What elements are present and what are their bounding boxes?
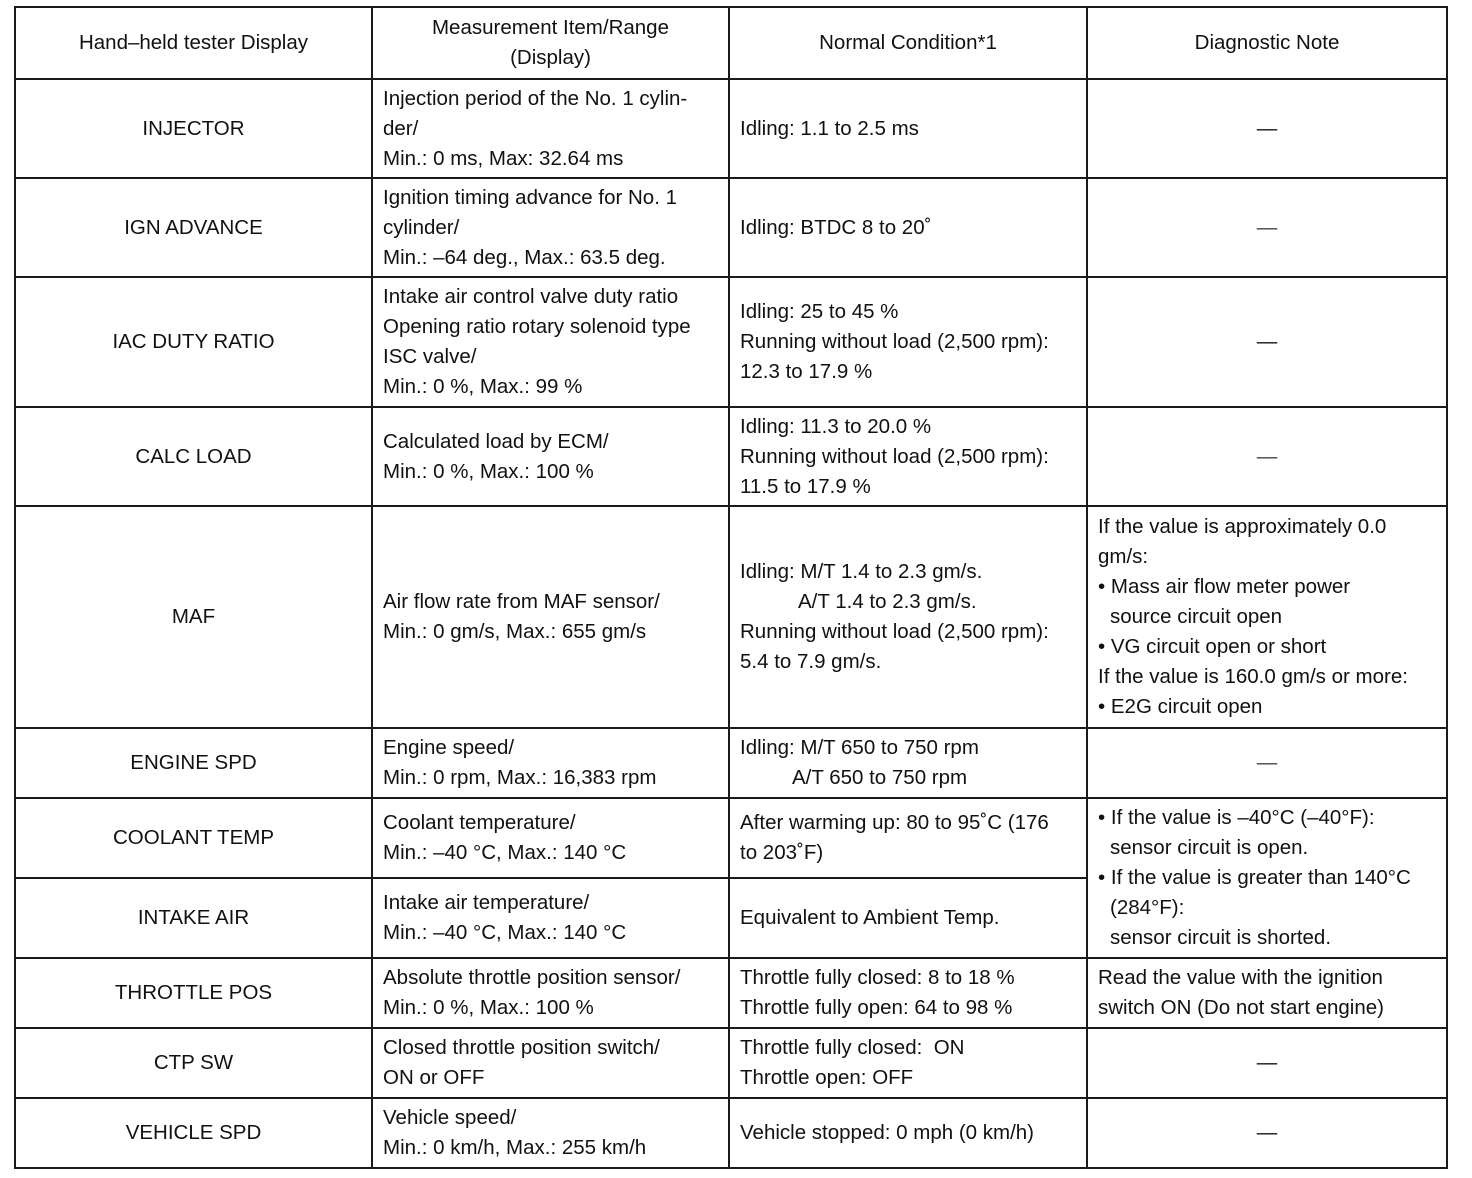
measurement-text: cylinder/ — [383, 215, 460, 239]
tester-display-label: CALC LOAD — [135, 444, 252, 468]
measurement-text: der/ — [383, 116, 419, 140]
measurement-text: Closed throttle position switch/ — [383, 1036, 660, 1059]
measurement-text: Calculated load by ECM/ — [383, 429, 609, 453]
normal-condition-cell — [729, 728, 1087, 798]
condition-text: 11.5 to 17.9 % — [740, 474, 871, 498]
table-row-throttle-pos — [15, 958, 1447, 1028]
tester-display-label: INJECTOR — [142, 116, 245, 140]
measurement-text: Opening ratio rotary solenoid type — [383, 315, 691, 338]
diagnostic-note-cell — [1087, 1028, 1447, 1098]
tester-display-cell — [15, 407, 372, 506]
tester-display-label: VEHICLE SPD — [125, 1121, 262, 1144]
table-row-maf — [15, 506, 1447, 728]
header-label: Diagnostic Note — [1194, 31, 1340, 54]
condition-text: to 203˚F) — [740, 841, 824, 864]
condition-text: After warming up: 80 to 95˚C (176 — [740, 811, 1049, 834]
diagnostic-bullet: • Mass air flow meter power — [1098, 575, 1351, 598]
measurement-text: Ignition timing advance for No. 1 — [383, 185, 677, 209]
measurement-text: ON or OFF — [383, 1066, 485, 1089]
measurement-text: Min.: 0 ms, Max: 32.64 ms — [383, 146, 624, 170]
tester-display-cell — [15, 506, 372, 728]
diagnostic-note-text: sensor circuit is shorted. — [1110, 926, 1332, 949]
measurement-item-cell — [372, 1098, 729, 1168]
measurement-item-cell — [372, 878, 729, 958]
diagnostic-note-text: — — [1256, 1121, 1278, 1144]
diagnostic-note-text: source circuit open — [1110, 605, 1283, 628]
condition-text: Idling: 1.1 to 2.5 ms — [740, 116, 919, 140]
data-list-table — [14, 6, 1448, 1169]
header-label: (Display) — [510, 46, 591, 69]
diagnostic-note-cell — [1087, 958, 1447, 1028]
diagnostic-note-text: — — [1256, 751, 1278, 774]
header-label: Hand–held tester Display — [78, 31, 309, 54]
measurement-text: Min.: –64 deg., Max.: 63.5 deg. — [383, 245, 666, 269]
condition-text: Idling: 11.3 to 20.0 % — [740, 414, 932, 438]
tester-display-label: INTAKE AIR — [137, 906, 250, 929]
condition-text: Running without load (2,500 rpm): — [740, 444, 1049, 468]
diagnostic-note-text: (284°F): — [1110, 896, 1185, 919]
measurement-text: Min.: –40 °C, Max.: 140 °C — [383, 841, 627, 864]
condition-text: Idling: BTDC 8 to 20˚ — [740, 215, 932, 239]
measurement-item-cell — [372, 506, 729, 728]
normal-condition-cell — [729, 958, 1087, 1028]
diagnostic-bullet: • If the value is –40°C (–40°F): — [1098, 806, 1375, 829]
header-label: Measurement Item/Range — [431, 16, 669, 39]
condition-text: Throttle open: OFF — [740, 1066, 914, 1089]
diagnostic-note-cell — [1087, 178, 1447, 277]
condition-text: 12.3 to 17.9 % — [740, 360, 873, 383]
tester-display-cell — [15, 178, 372, 277]
tester-display-cell — [15, 1098, 372, 1168]
tester-display-label: MAF — [171, 605, 216, 628]
measurement-text: Min.: 0 %, Max.: 99 % — [383, 375, 583, 398]
measurement-text: ISC valve/ — [383, 345, 477, 368]
diagnostic-note-cell — [1087, 277, 1447, 407]
measurement-text: Vehicle speed/ — [383, 1106, 517, 1129]
diagnostic-note-text: — — [1256, 330, 1278, 353]
condition-text: A/T 1.4 to 2.3 gm/s. — [798, 590, 977, 613]
diagnostic-note-cell — [1087, 407, 1447, 506]
condition-text: Running without load (2,500 rpm): — [740, 620, 1049, 643]
normal-condition-cell — [729, 506, 1087, 728]
normal-condition-cell — [729, 1098, 1087, 1168]
tester-display-cell — [15, 1028, 372, 1098]
measurement-item-cell — [372, 178, 729, 277]
condition-text: Idling: M/T 650 to 750 rpm — [740, 736, 979, 759]
tester-display-cell — [15, 79, 372, 178]
table-row-ctp-sw — [15, 1028, 1447, 1098]
measurement-text: Min.: 0 %, Max.: 100 % — [383, 459, 594, 483]
table-row-coolant-temp — [15, 798, 1447, 878]
header-label: Normal Condition*1 — [819, 31, 997, 54]
tester-display-label: IAC DUTY RATIO — [112, 330, 275, 353]
tester-display-cell — [15, 728, 372, 798]
diagnostic-note-text: sensor circuit is open. — [1110, 836, 1309, 859]
normal-condition-cell — [729, 79, 1087, 178]
normal-condition-cell — [729, 277, 1087, 407]
tester-display-label: IGN ADVANCE — [124, 215, 263, 239]
measurement-text: Absolute throttle position sensor/ — [383, 966, 681, 989]
normal-condition-cell — [729, 798, 1087, 878]
measurement-text: Min.: 0 km/h, Max.: 255 km/h — [383, 1136, 647, 1159]
table-row-iac-duty-ratio — [15, 277, 1447, 407]
table-row-injector — [15, 79, 1447, 178]
condition-text: Idling: 25 to 45 % — [740, 300, 899, 323]
condition-text: Throttle fully closed: 8 to 18 % — [740, 966, 1015, 989]
normal-condition-cell — [729, 178, 1087, 277]
measurement-text: Intake air control valve duty ratio — [383, 285, 679, 308]
measurement-text: Min.: 0 rpm, Max.: 16,383 rpm — [383, 766, 657, 789]
measurement-text: Min.: 0 gm/s, Max.: 655 gm/s — [383, 620, 647, 643]
measurement-item-cell — [372, 728, 729, 798]
table-header-row — [15, 7, 1447, 79]
measurement-item-cell — [372, 277, 729, 407]
normal-condition-cell — [729, 407, 1087, 506]
measurement-text: Intake air temperature/ — [383, 891, 590, 914]
header-diagnostic-note — [1087, 7, 1447, 79]
measurement-text: Coolant temperature/ — [383, 811, 576, 834]
measurement-text: Min.: 0 %, Max.: 100 % — [383, 996, 594, 1019]
tester-display-label: CTP SW — [153, 1051, 234, 1074]
condition-text: Idling: M/T 1.4 to 2.3 gm/s. — [740, 560, 983, 583]
diagnostic-note-text: If the value is 160.0 gm/s or more: — [1098, 665, 1408, 688]
measurement-text: Engine speed/ — [383, 736, 515, 759]
diagnostic-bullet: • E2G circuit open — [1098, 695, 1263, 718]
diagnostic-note-text: — — [1256, 444, 1278, 468]
header-tester-display — [15, 7, 372, 79]
measurement-item-cell — [372, 958, 729, 1028]
header-normal-condition — [729, 7, 1087, 79]
measurement-item-cell — [372, 1028, 729, 1098]
normal-condition-cell — [729, 1028, 1087, 1098]
condition-text: Throttle fully open: 64 to 98 % — [740, 996, 1013, 1019]
condition-text: Throttle fully closed: ON — [740, 1036, 965, 1059]
measurement-text: Injection period of the No. 1 cylin- — [383, 86, 688, 110]
measurement-text: Min.: –40 °C, Max.: 140 °C — [383, 921, 627, 944]
header-measurement-item — [372, 7, 729, 79]
diagnostic-note-cell — [1087, 798, 1447, 958]
measurement-item-cell — [372, 798, 729, 878]
diagnostic-bullet: • VG circuit open or short — [1098, 635, 1327, 658]
table-row-calc-load — [15, 407, 1447, 506]
normal-condition-cell — [729, 878, 1087, 958]
diagnostic-note-cell — [1087, 79, 1447, 178]
tester-display-label: THROTTLE POS — [114, 981, 273, 1004]
diagnostic-note-text: — — [1256, 1051, 1278, 1074]
diagnostic-note-text: switch ON (Do not start engine) — [1098, 996, 1384, 1019]
condition-text: 5.4 to 7.9 gm/s. — [740, 650, 882, 673]
diagnostic-note-text: — — [1256, 116, 1278, 140]
diagnostic-note-text: gm/s: — [1098, 545, 1149, 568]
table-row-ign-advance — [15, 178, 1447, 277]
tester-display-cell — [15, 958, 372, 1028]
tester-display-cell — [15, 878, 372, 958]
tester-display-cell — [15, 277, 372, 407]
table-row-vehicle-spd — [15, 1098, 1447, 1168]
diagnostic-bullet: • If the value is greater than 140°C — [1098, 866, 1411, 889]
diagnostic-note-cell — [1087, 506, 1447, 728]
diagnostic-note-text: Read the value with the ignition — [1098, 966, 1383, 989]
diagnostic-note-cell — [1087, 728, 1447, 798]
measurement-item-cell — [372, 407, 729, 506]
diagnostic-note-text: — — [1256, 215, 1278, 239]
condition-text: Running without load (2,500 rpm): — [740, 330, 1049, 353]
tester-display-label: COOLANT TEMP — [113, 826, 274, 849]
measurement-text: Air flow rate from MAF sensor/ — [383, 590, 660, 613]
diagnostic-note-text: If the value is approximately 0.0 — [1098, 515, 1387, 538]
condition-text: Equivalent to Ambient Temp. — [740, 906, 1000, 929]
table-row-engine-spd — [15, 728, 1447, 798]
condition-text: Vehicle stopped: 0 mph (0 km/h) — [740, 1121, 1034, 1144]
tester-display-cell — [15, 798, 372, 878]
tester-display-label: ENGINE SPD — [130, 751, 257, 774]
condition-text: A/T 650 to 750 rpm — [792, 766, 968, 789]
measurement-item-cell — [372, 79, 729, 178]
diagnostic-note-cell — [1087, 1098, 1447, 1168]
